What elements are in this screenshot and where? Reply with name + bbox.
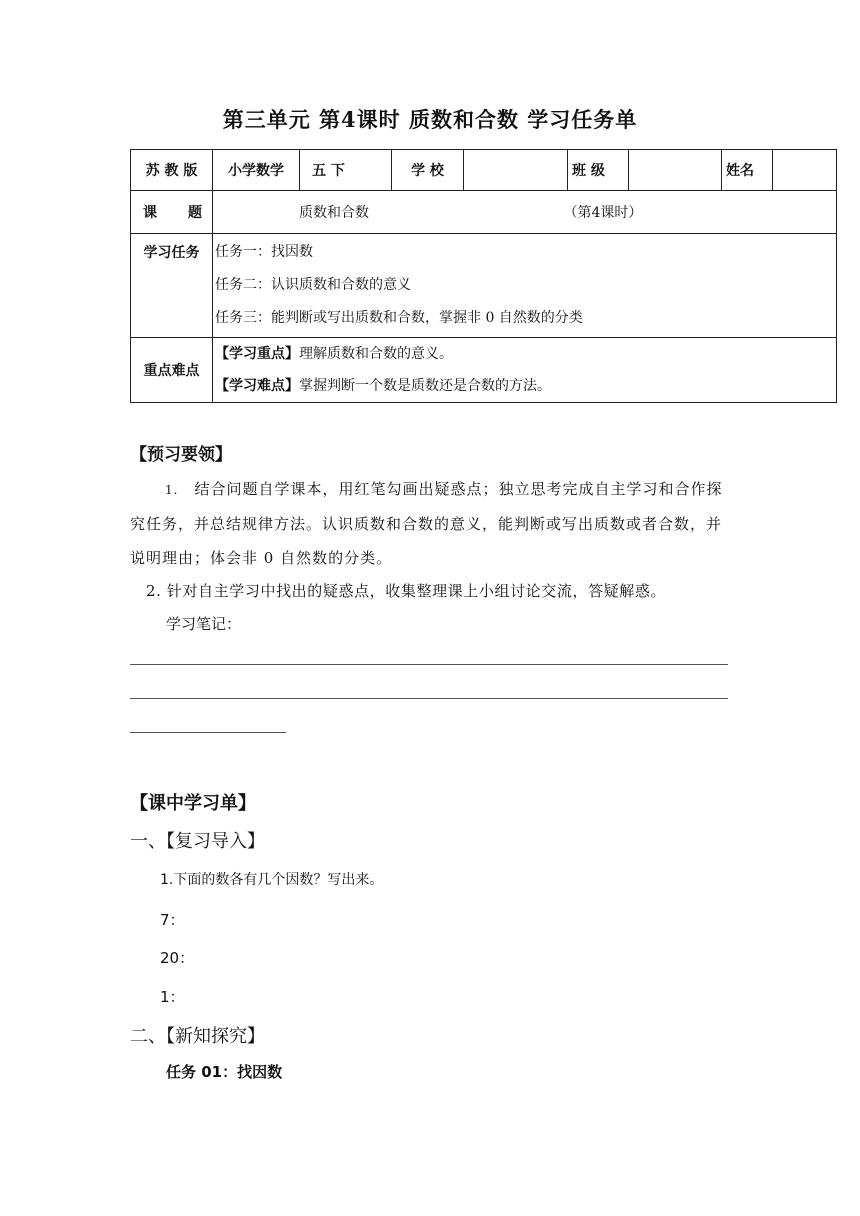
task-item: 任务三：能判断或写出质数和合数，掌握非 0 自然数的分类 xyxy=(215,310,583,326)
tasks-cell xyxy=(213,234,837,338)
notes-line[interactable] xyxy=(130,732,286,733)
page-title: 第三单元 第4课时 质数和合数 学习任务单 xyxy=(222,107,638,132)
notes-line[interactable] xyxy=(130,698,728,699)
subject-cell: 小学数学 xyxy=(213,150,300,191)
preview-item-1-number: 1. xyxy=(165,483,179,497)
class-sheet-heading: 【课中学习单】 xyxy=(130,793,256,814)
difficulty-line xyxy=(215,370,834,402)
key-point-text: 理解质数和合数的意义。 xyxy=(299,346,453,362)
topic-value: 质数和合数 xyxy=(299,205,369,221)
topic-label-char-2: 题 xyxy=(188,205,202,221)
topic-label xyxy=(131,191,213,234)
preview-item-2: 2. 针对自主学习中找出的疑惑点，收集整理课上小组讨论交流，答疑解惑。 xyxy=(146,582,667,600)
notes-label: 学习笔记： xyxy=(166,615,242,633)
class-field[interactable] xyxy=(629,150,722,191)
school-label: 学 校 xyxy=(392,150,464,191)
key-point-line xyxy=(215,338,834,370)
preview-heading: 【预习要领】 xyxy=(130,445,232,465)
preview-item-1 xyxy=(130,472,730,575)
section-new-knowledge: 二、【新知探究】 xyxy=(130,1026,265,1047)
question-1: 1.下面的数各有几个因数？写出来。 xyxy=(160,872,384,888)
topic-cell xyxy=(213,191,837,234)
lesson-value: （第4课时） xyxy=(563,205,643,221)
class-label: 班 级 xyxy=(568,150,629,191)
grade-cell: 五 下 xyxy=(300,150,392,191)
key-cell xyxy=(213,338,837,403)
publisher-cell: 苏 教 版 xyxy=(131,150,213,191)
task-item: 任务一：找因数 xyxy=(215,244,313,260)
factor-answer-1: 1： xyxy=(160,988,185,1006)
school-field[interactable] xyxy=(464,150,568,191)
key-point-tag: 【学习重点】 xyxy=(215,346,299,362)
preview-item-1-text: 结合问题自学课本，用红笔勾画出疑惑点；独立思考完成自主学习和合作探究任务，并总结规律方法。认识质数和合数的意义，能判断或写出质数或者合数，并说明理由；体会非 0 自然数的分类。 xyxy=(130,480,723,567)
difficulty-text: 掌握判断一个数是质数还是合数的方法。 xyxy=(299,378,551,394)
notes-line[interactable] xyxy=(130,664,728,665)
info-table xyxy=(130,149,837,403)
key-label: 重点难点 xyxy=(131,338,213,403)
difficulty-tag: 【学习难点】 xyxy=(215,378,299,394)
factor-answer-20: 20： xyxy=(160,949,195,967)
topic-label-char-1: 课 xyxy=(143,205,157,221)
name-label: 姓名 xyxy=(722,150,773,191)
task-item: 任务二：认识质数和合数的意义 xyxy=(215,277,411,293)
tasks-label: 学习任务 xyxy=(131,234,213,338)
factor-answer-7: 7： xyxy=(160,911,185,929)
section-review-intro: 一、【复习导入】 xyxy=(130,831,265,852)
task-01-heading: 任务 01：找因数 xyxy=(166,1063,283,1081)
name-field[interactable] xyxy=(773,150,837,191)
